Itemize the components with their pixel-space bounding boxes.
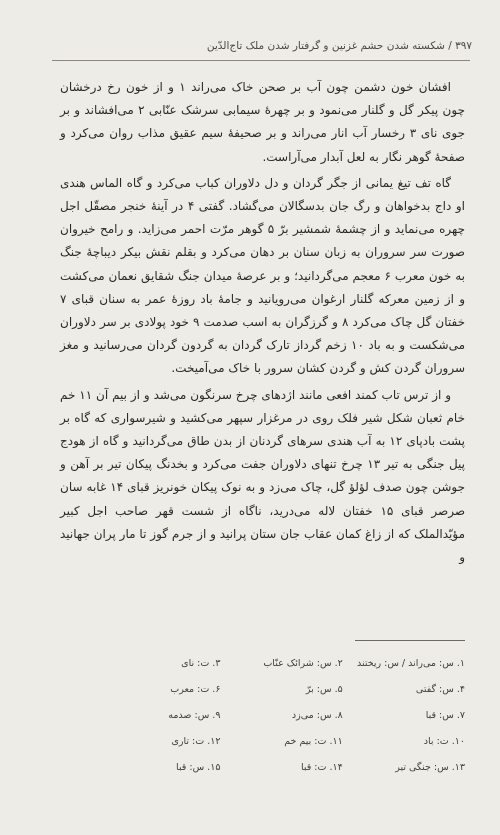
footnote-row [100, 676, 465, 702]
footnote: ۹. س: صدمه [168, 709, 221, 721]
footnote-row [100, 728, 465, 754]
footnote: ۷. س: قبا [425, 709, 465, 721]
paragraph: گاه تف تیغ یمانی از جگر گردان و دل دلاوران کباب می‌کرد و گاه الماس هندی او داج بدخواهان و رگ جان بدسگالان می‌گشاد. گفتی ۴ در آینهٔ خنجر مصقّل اجل چهره می‌نماید و از چشمهٔ شمشیر برّ ۵ گوهر مرّت احمر می‌زاید. و رامح خیروان صورت سر سروران به زبان سنان بر دهان می‌کرد و بقلم نقش بیکر دیباچهٔ جنگ به خون معرب ۶ معجم می‌گردانید؛ و بر عرصهٔ میدان جنگ شقایق نعمان می‌کشت و از زمین معرکه گلنار ارغوان می‌رویانید و جامهٔ باد روزهٔ عمر به سنان قبای ۷ خفتان گل چاک می‌کرد ۸ و گرزگران به اسب صدمت ۹ خود پولادی بر سر دلاوران می‌شکست و به باد ۱۰ زخم گرداز تارک گردان به گردون گردان می‌رسانید و مغز سروران گردن کش و گردن کشان سرور با خاک می‌آمیخت. [60, 175, 466, 376]
footnote: ۴. س: گفتی [415, 683, 465, 695]
footnote: ۱۵. س: قبا [176, 761, 221, 773]
footnote: ۱۰. ت: باد [423, 735, 465, 747]
running-header: ۳۹۷ / شکسته شدن حشم غزنین و گرفتار شدن ملک تاج‌الدّین [206, 40, 472, 52]
footnote: ۶. ت: معرب [170, 683, 221, 695]
footnote: ۱۱. ت: بیم خم [284, 735, 343, 747]
footnote: ۸. س: می‌زد [291, 709, 343, 721]
footnote: ۲. س: شرائک عنّاب [263, 657, 343, 669]
body-text [60, 76, 465, 569]
header-rule [52, 60, 470, 61]
footnote-row [100, 650, 465, 676]
footnote: ۱. س: می‌راند / س: ریختند [357, 657, 465, 669]
footnote-rule [355, 640, 465, 641]
footnote: ۳. ت: نای [181, 657, 221, 669]
paragraph: افشان خون دشمن چون آب بر صحن خاک می‌راند ۱ و از خون رخ درخشان چون پیکر گل و گلنار می‌نمود و بر چهرهٔ سیمابی سرشک عنّابی ۲ می‌افشاند و بر جوی نای ۳ رخسار آب انار می‌راند و بر صحیفهٔ سیم عقیق مذاب روان می‌کرد و صفحهٔ گوهر نگار به لعل آبدار می‌آراست. [60, 80, 465, 164]
footnote: ۱۳. س: جنگی تیر [395, 761, 465, 773]
footnote: ۵. س: برّ [305, 683, 343, 695]
footnotes [100, 650, 465, 780]
footnote: ۱۲. ت: تاری [171, 735, 221, 747]
footnote-row [100, 754, 465, 780]
footnote-row [100, 702, 465, 728]
footnote: ۱۴. ت: قبا [300, 761, 343, 773]
paragraph: و از ترس تاب کمند افعی مانند اژدهای چرخ سرنگون می‌شد و از بیم آن ۱۱ خم خام ثعبان شکل شیر فلک روی در مرغزار سپهر می‌کشید و شیرسواری که گاه بر پشت بادپای ۱۲ به آب هندی سرهای گردنان از بدن طاق می‌گردانید و گاه از هودج پیل جنگی به تیر ۱۳ چرخ تنهای دلاوران جفت می‌کرد و بخدنگ پیکان تیر بر آهن و جوشن چون صدف لؤلؤ گل، چاک می‌زد و به نوک پیکان خونریز قبای ۱۴ غابه سان صرصر قبای ۱۵ خفتان لاله می‌درید، ناگاه از شست قهر صاحب اجل کبیر مؤیّدالملک که از زاغ کمان عقاب جان ستان پرانید و از جرم گوز تا مار پران جهانید و [60, 387, 466, 565]
